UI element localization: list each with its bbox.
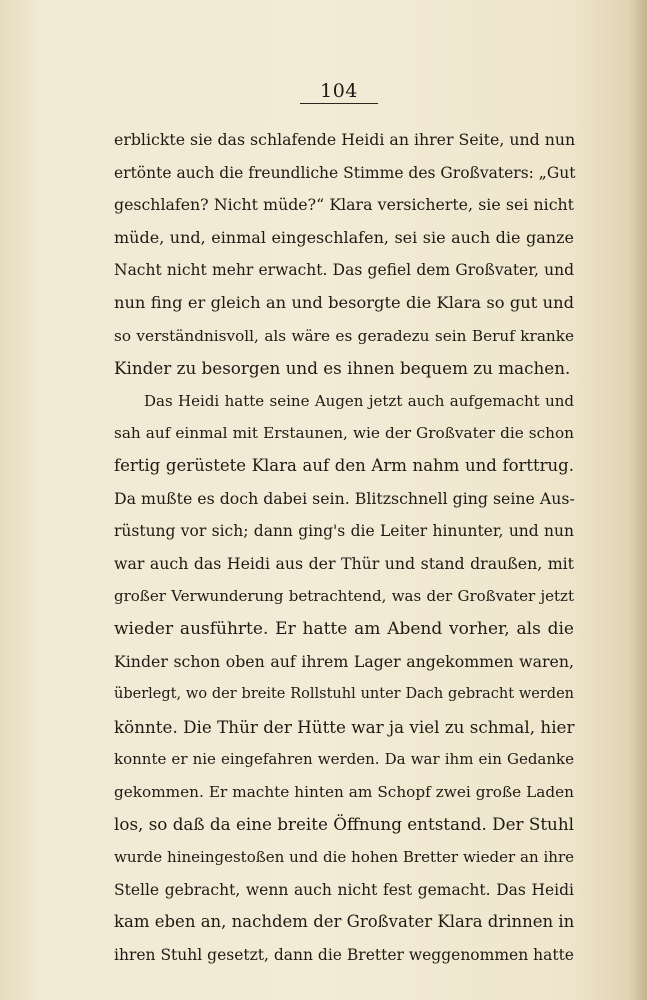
text-line: fertig gerüstete Klara auf den Arm nahm und forttrug.	[114, 455, 574, 475]
text-line: Stelle gebracht, wenn auch nicht fest gemacht. Das Heidi	[114, 880, 574, 899]
text-line: Da mußte es doch dabei sein. Blitzschnell ging seine Aus-	[114, 488, 575, 508]
text-line: Das Heidi hatte seine Augen jetzt auch aufgemacht und	[144, 391, 574, 410]
text-line: erblickte sie das schlafende Heidi an ihrer Seite, und nun	[114, 130, 576, 149]
text-line: ihren Stuhl gesetzt, dann die Bretter weggenommen hatte	[114, 945, 574, 964]
text-line: Kinder zu besorgen und es ihnen bequem zu machen.	[114, 358, 571, 379]
text-line: so verständnisvoll, als wäre es geradezu sein Beruf kranke	[114, 326, 574, 345]
page-edge-shadow	[629, 0, 647, 1000]
text-line: sah auf einmal mit Erstaunen, wie der Großvater die schon	[114, 424, 574, 443]
text-line: müde, und, einmal eingeschlafen, sei sie auch die ganze	[114, 227, 574, 247]
text-line: ertönte auch die freundliche Stimme des Großvaters: „Gut	[114, 163, 576, 182]
text-line: großer Verwunderung betrachtend, was der Großvater jetzt	[114, 587, 574, 606]
page-number: 104	[320, 80, 358, 102]
text-line: geschlafen? Nicht müde?“ Klara versicherte, sie sei nicht	[114, 195, 574, 215]
text-line: war auch das Heidi aus der Thür und stand draußen, mit	[114, 553, 574, 573]
text-line: könnte. Die Thür der Hütte war ja viel zu schmal, hier	[114, 716, 575, 737]
text-line: gekommen. Er machte hinten am Schopf zwei große Laden	[114, 782, 574, 801]
text-line: kam eben an, nachdem der Großvater Klara drinnen in	[114, 912, 575, 932]
header-rule	[300, 103, 378, 104]
text-line: Nacht nicht mehr erwacht. Das gefiel dem Großvater, und	[114, 261, 574, 280]
body-text	[114, 124, 574, 971]
text-line: konnte er nie eingefahren werden. Da war ihm ein Gedanke	[114, 750, 574, 769]
text-line: überlegt, wo der breite Rollstuhl unter Dach gebracht werden	[114, 686, 574, 703]
text-line: wieder ausführte. Er hatte am Abend vorher, als die	[114, 618, 574, 639]
text-line: rüstung vor sich; dann ging's die Leiter hinunter, und nun	[114, 522, 574, 541]
text-line: wurde hineingestoßen und die hohen Bretter wieder an ihre	[114, 848, 574, 867]
text-line: los, so daß da eine breite Öffnung entstand. Der Stuhl	[114, 814, 574, 835]
text-line: nun fing er gleich an und besorgte die Klara so gut und	[114, 292, 574, 312]
text-line: Kinder schon oben auf ihrem Lager angekommen waren,	[114, 651, 574, 671]
